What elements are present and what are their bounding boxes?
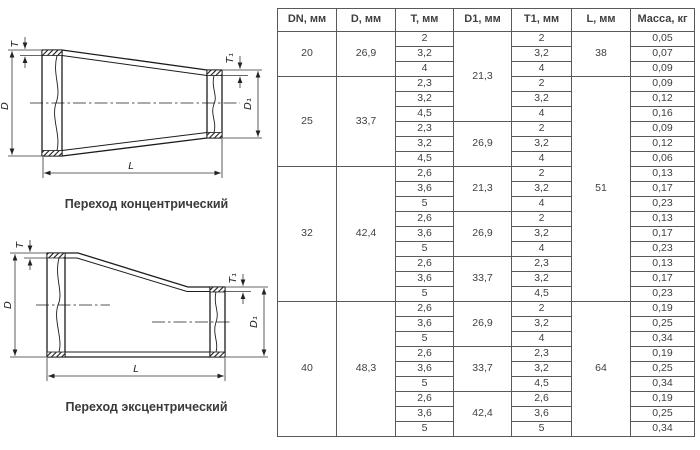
table-cell: 0,34 bbox=[631, 422, 695, 437]
dim-label-t: T bbox=[10, 40, 21, 48]
table-cell: 4,5 bbox=[512, 287, 572, 302]
table-cell: 2,6 bbox=[396, 392, 454, 407]
hatch-section bbox=[47, 253, 65, 258]
table-cell: 0,25 bbox=[631, 362, 695, 377]
col-header: D, мм bbox=[337, 9, 396, 32]
table-cell: 0,09 bbox=[631, 122, 695, 137]
table-cell: 3,6 bbox=[396, 362, 454, 377]
table-cell: 4,5 bbox=[512, 377, 572, 392]
table-cell: 0,19 bbox=[631, 347, 695, 362]
table-cell: 0,23 bbox=[631, 242, 695, 257]
table-cell: 2,3 bbox=[396, 122, 454, 137]
table-cell: 4 bbox=[396, 62, 454, 77]
table-cell: 0,13 bbox=[631, 212, 695, 227]
table-cell: 3,2 bbox=[396, 137, 454, 152]
table-cell: 2 bbox=[512, 302, 572, 317]
table-cell: 33,7 bbox=[454, 257, 512, 302]
table-cell: 2 bbox=[512, 212, 572, 227]
table-cell: 3,2 bbox=[512, 92, 572, 107]
table-cell: 5 bbox=[512, 422, 572, 437]
table-cell: 0,12 bbox=[631, 137, 695, 152]
dim-label-l: L bbox=[133, 364, 139, 375]
table-cell: 3,6 bbox=[396, 317, 454, 332]
table-cell: 3,2 bbox=[396, 47, 454, 62]
table-cell: 2 bbox=[396, 32, 454, 47]
table-cell: 26,9 bbox=[454, 212, 512, 257]
concentric-dimensions bbox=[8, 37, 262, 178]
hatch-section bbox=[47, 352, 65, 357]
hatch-section bbox=[207, 70, 222, 76]
table-cell: 3,6 bbox=[396, 227, 454, 242]
table-cell: 26,9 bbox=[454, 302, 512, 347]
table-cell: 33,7 bbox=[337, 77, 396, 167]
hatch-section bbox=[42, 151, 62, 157]
table-cell: 2,6 bbox=[396, 257, 454, 272]
hatch-section bbox=[210, 352, 225, 357]
table-row bbox=[278, 167, 695, 182]
table-cell: 0,17 bbox=[631, 227, 695, 242]
table-cell: 20 bbox=[278, 32, 337, 77]
table-cell: 4 bbox=[512, 62, 572, 77]
dim-label-d1: D₁ bbox=[249, 316, 260, 328]
table-cell: 0,19 bbox=[631, 302, 695, 317]
table-cell: 5 bbox=[396, 422, 454, 437]
table-cell: 3,6 bbox=[396, 182, 454, 197]
table-cell: 0,19 bbox=[631, 392, 695, 407]
table-cell: 0,17 bbox=[631, 272, 695, 287]
table-cell: 2,3 bbox=[396, 77, 454, 92]
table-cell: 0,13 bbox=[631, 257, 695, 272]
table-cell: 4,5 bbox=[396, 152, 454, 167]
col-header: D1, мм bbox=[454, 9, 512, 32]
table-cell: 3,2 bbox=[512, 317, 572, 332]
table-cell: 0,12 bbox=[631, 92, 695, 107]
caption-concentric: Переход концентрический bbox=[64, 197, 229, 211]
table-cell: 5 bbox=[396, 287, 454, 302]
table-cell: 3,2 bbox=[512, 47, 572, 62]
table-cell: 3,6 bbox=[512, 407, 572, 422]
table-cell: 0,25 bbox=[631, 317, 695, 332]
dim-label-d1: D₁ bbox=[243, 98, 254, 110]
table-cell: 5 bbox=[396, 242, 454, 257]
table-cell: 33,7 bbox=[454, 347, 512, 392]
table-cell: 4 bbox=[512, 197, 572, 212]
dim-label-d: D bbox=[3, 301, 14, 309]
table-cell: 0,16 bbox=[631, 107, 695, 122]
table-cell: 64 bbox=[572, 302, 631, 437]
table-cell: 5 bbox=[396, 197, 454, 212]
table-cell: 3,6 bbox=[396, 272, 454, 287]
table-cell: 40 bbox=[278, 302, 337, 437]
table-cell: 0,13 bbox=[631, 167, 695, 182]
table-cell: 5 bbox=[396, 377, 454, 392]
table-cell: 2,6 bbox=[396, 347, 454, 362]
col-header: L, мм bbox=[572, 9, 631, 32]
dim-label-l: L bbox=[128, 161, 134, 172]
col-header: Масса, кг bbox=[631, 9, 695, 32]
table-cell: 2,6 bbox=[396, 212, 454, 227]
table-cell: 3,2 bbox=[512, 362, 572, 377]
table-cell: 0,34 bbox=[631, 332, 695, 347]
caption-eccentric: Переход эксцентрический bbox=[65, 400, 228, 414]
table-row bbox=[278, 32, 695, 47]
table-cell: 2 bbox=[512, 32, 572, 47]
table-cell: 2,3 bbox=[512, 257, 572, 272]
col-header: T, мм bbox=[396, 9, 454, 32]
table-cell: 21,3 bbox=[454, 167, 512, 212]
table-cell: 51 bbox=[572, 77, 631, 302]
table-cell: 48,3 bbox=[337, 302, 396, 437]
dim-label-t1: T₁ bbox=[228, 272, 239, 284]
table-cell: 2,6 bbox=[396, 302, 454, 317]
table-cell: 2 bbox=[512, 122, 572, 137]
col-header: DN, мм bbox=[278, 9, 337, 32]
table-cell: 38 bbox=[572, 32, 631, 77]
table-cell: 0,06 bbox=[631, 152, 695, 167]
table-cell: 0,07 bbox=[631, 47, 695, 62]
spec-table-body bbox=[278, 32, 695, 437]
hatch-section bbox=[42, 50, 62, 56]
hatch-section bbox=[210, 287, 225, 292]
table-cell: 0,34 bbox=[631, 377, 695, 392]
reducer-drawings bbox=[0, 0, 272, 450]
dim-label-t: T bbox=[15, 241, 26, 249]
table-cell: 26,9 bbox=[337, 32, 396, 77]
table-cell: 3,2 bbox=[512, 137, 572, 152]
table-cell: 3,2 bbox=[512, 182, 572, 197]
table-cell: 2,6 bbox=[512, 392, 572, 407]
table-cell: 4 bbox=[512, 242, 572, 257]
eccentric-dimensions bbox=[10, 240, 268, 381]
dim-label-d: D bbox=[0, 102, 11, 110]
table-cell: 25 bbox=[278, 77, 337, 167]
table-cell: 0,05 bbox=[631, 32, 695, 47]
table-cell: 26,9 bbox=[454, 122, 512, 167]
table-cell: 2,6 bbox=[396, 167, 454, 182]
table-cell: 3,6 bbox=[396, 407, 454, 422]
table-cell: 0,17 bbox=[631, 182, 695, 197]
spec-table bbox=[277, 8, 695, 437]
table-cell: 2 bbox=[512, 167, 572, 182]
table-cell: 3,2 bbox=[512, 227, 572, 242]
break-line bbox=[213, 76, 216, 133]
concentric-drawing bbox=[30, 50, 240, 156]
table-cell: 2 bbox=[512, 77, 572, 92]
table-cell: 42,4 bbox=[454, 392, 512, 437]
table-row bbox=[278, 302, 695, 317]
table-cell: 0,23 bbox=[631, 287, 695, 302]
hatch-section bbox=[207, 133, 222, 139]
table-cell: 32 bbox=[278, 167, 337, 302]
table-cell: 21,3 bbox=[454, 32, 512, 122]
table-cell: 0,09 bbox=[631, 77, 695, 92]
table-cell: 4 bbox=[512, 152, 572, 167]
table-cell: 0,25 bbox=[631, 407, 695, 422]
table-cell: 0,23 bbox=[631, 197, 695, 212]
table-cell: 0,09 bbox=[631, 62, 695, 77]
table-cell: 42,4 bbox=[337, 167, 396, 302]
table-cell: 4 bbox=[512, 332, 572, 347]
table-cell: 4,5 bbox=[396, 107, 454, 122]
table-cell: 3,2 bbox=[512, 272, 572, 287]
table-cell: 3,2 bbox=[396, 92, 454, 107]
table-cell: 4 bbox=[512, 107, 572, 122]
spec-table-head bbox=[278, 9, 695, 32]
table-cell: 2,3 bbox=[512, 347, 572, 362]
dim-label-t1: T₁ bbox=[225, 52, 236, 64]
eccentric-drawing bbox=[36, 253, 232, 357]
table-cell: 5 bbox=[396, 332, 454, 347]
col-header: T1, мм bbox=[512, 9, 572, 32]
